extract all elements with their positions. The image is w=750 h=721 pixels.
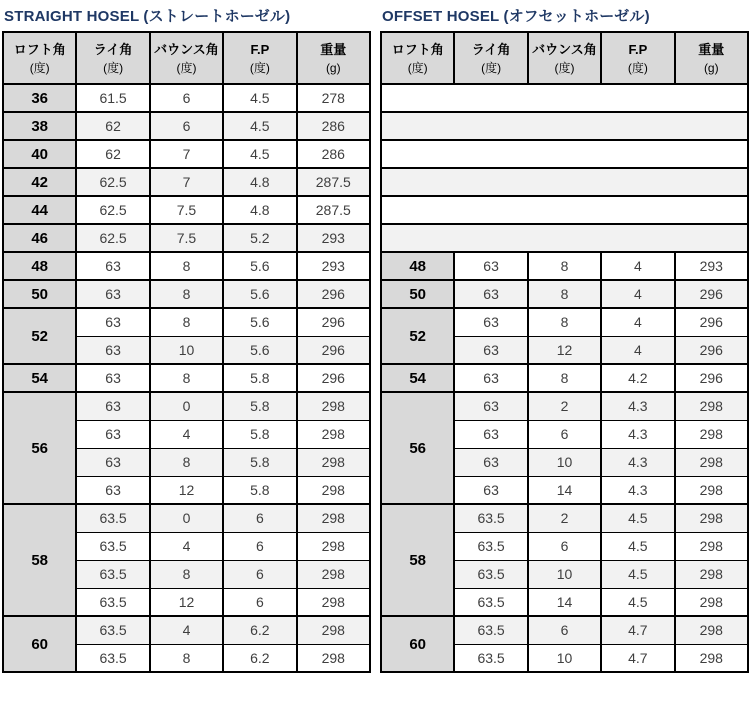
- straight-hosel-title: STRAIGHT HOSEL (ストレートホーゼル): [4, 8, 291, 25]
- column-header-1: [76, 32, 149, 84]
- data-cell: 296: [297, 364, 370, 392]
- data-cell: 63: [454, 476, 527, 504]
- data-cell: 4.2: [601, 364, 674, 392]
- data-cell: 286: [297, 140, 370, 168]
- data-cell: 63: [76, 448, 149, 476]
- data-cell: 62.5: [76, 196, 149, 224]
- data-cell: 7: [150, 168, 223, 196]
- data-cell: 4.5: [601, 532, 674, 560]
- data-cell: 6: [223, 588, 296, 616]
- column-label: ライ角: [471, 42, 511, 57]
- empty-row: [381, 140, 748, 168]
- loft-cell: 58: [3, 504, 76, 616]
- data-cell: 63.5: [454, 504, 527, 532]
- data-cell: 63.5: [76, 644, 149, 672]
- data-cell: 4.3: [601, 448, 674, 476]
- empty-row-cell: [381, 140, 748, 168]
- data-cell: 296: [675, 280, 748, 308]
- data-cell: 6: [528, 616, 601, 644]
- column-header-2: [150, 32, 223, 84]
- straight-hosel-table: [2, 31, 371, 673]
- data-cell: 4.5: [223, 84, 296, 112]
- table-row: [3, 112, 370, 140]
- data-cell: 8: [528, 308, 601, 336]
- data-cell: 63: [76, 392, 149, 420]
- data-cell: 6: [223, 504, 296, 532]
- column-header-4: [675, 32, 748, 84]
- data-cell: 4.5: [601, 588, 674, 616]
- data-cell: 298: [675, 504, 748, 532]
- data-cell: 63.5: [454, 616, 527, 644]
- column-unit: (度): [627, 61, 648, 75]
- data-cell: 14: [528, 476, 601, 504]
- data-cell: 5.6: [223, 336, 296, 364]
- empty-row-cell: [381, 196, 748, 224]
- column-label: ロフト角: [13, 42, 66, 57]
- column-header-2: [528, 32, 601, 84]
- data-cell: 2: [528, 392, 601, 420]
- loft-cell: 46: [3, 224, 76, 252]
- data-cell: 4: [601, 336, 674, 364]
- data-cell: 4.3: [601, 392, 674, 420]
- data-cell: 8: [150, 364, 223, 392]
- table-row: [3, 252, 370, 280]
- table-row: [381, 280, 748, 308]
- data-cell: 8: [528, 280, 601, 308]
- column-label: 重量: [698, 42, 725, 57]
- column-unit: (度): [554, 61, 575, 75]
- data-cell: 296: [297, 280, 370, 308]
- data-cell: 298: [675, 392, 748, 420]
- column-label: ライ角: [93, 42, 133, 57]
- data-cell: 6: [150, 112, 223, 140]
- empty-row: [381, 168, 748, 196]
- data-cell: 6: [150, 84, 223, 112]
- data-cell: 8: [150, 448, 223, 476]
- data-cell: 298: [675, 560, 748, 588]
- data-cell: 298: [297, 532, 370, 560]
- data-cell: 5.8: [223, 476, 296, 504]
- data-cell: 5.6: [223, 252, 296, 280]
- data-cell: 8: [528, 252, 601, 280]
- data-cell: 5.8: [223, 392, 296, 420]
- data-cell: 4: [150, 420, 223, 448]
- table-row: [381, 308, 748, 336]
- loft-cell: 58: [381, 504, 454, 616]
- column-unit: (度): [29, 61, 50, 75]
- data-cell: 298: [675, 616, 748, 644]
- loft-cell: 38: [3, 112, 76, 140]
- data-cell: 8: [150, 252, 223, 280]
- data-cell: 4.7: [601, 644, 674, 672]
- offset-hosel-title: OFFSET HOSEL (オフセットホーゼル): [382, 8, 650, 25]
- table-row: [3, 168, 370, 196]
- data-cell: 298: [675, 644, 748, 672]
- data-cell: 5.8: [223, 420, 296, 448]
- empty-row: [381, 196, 748, 224]
- empty-row-cell: [381, 84, 748, 112]
- data-cell: 63: [454, 280, 527, 308]
- data-cell: 62.5: [76, 224, 149, 252]
- data-cell: 6: [528, 420, 601, 448]
- data-cell: 298: [297, 420, 370, 448]
- loft-cell: 48: [381, 252, 454, 280]
- data-cell: 293: [675, 252, 748, 280]
- loft-cell: 50: [381, 280, 454, 308]
- data-cell: 63: [454, 308, 527, 336]
- loft-cell: 56: [381, 392, 454, 504]
- data-cell: 8: [150, 308, 223, 336]
- data-cell: 287.5: [297, 168, 370, 196]
- data-cell: 12: [150, 476, 223, 504]
- table-row: [3, 224, 370, 252]
- data-cell: 4: [601, 280, 674, 308]
- data-cell: 5.6: [223, 308, 296, 336]
- data-cell: 4.7: [601, 616, 674, 644]
- data-cell: 12: [150, 588, 223, 616]
- data-cell: 14: [528, 588, 601, 616]
- table-row: [381, 364, 748, 392]
- column-unit: (度): [481, 61, 502, 75]
- loft-cell: 60: [3, 616, 76, 672]
- table-row: [3, 196, 370, 224]
- offset-hosel-table-mount: [380, 31, 749, 673]
- data-cell: 10: [528, 560, 601, 588]
- loft-cell: 48: [3, 252, 76, 280]
- data-cell: 63: [76, 252, 149, 280]
- data-cell: 63: [76, 364, 149, 392]
- data-cell: 296: [675, 364, 748, 392]
- data-cell: 4.3: [601, 420, 674, 448]
- data-cell: 278: [297, 84, 370, 112]
- column-label: F.P: [628, 42, 648, 57]
- data-cell: 4: [601, 308, 674, 336]
- data-cell: 5.6: [223, 280, 296, 308]
- data-cell: 12: [528, 336, 601, 364]
- column-unit: (度): [407, 61, 428, 75]
- straight-hosel-section: [2, 2, 371, 673]
- loft-cell: 52: [381, 308, 454, 364]
- data-cell: 63.5: [76, 616, 149, 644]
- data-cell: 298: [297, 644, 370, 672]
- header-row: [381, 32, 748, 84]
- column-header-3: [223, 32, 296, 84]
- loft-cell: 36: [3, 84, 76, 112]
- data-cell: 6: [528, 532, 601, 560]
- data-cell: 6.2: [223, 616, 296, 644]
- table-row: [381, 392, 748, 420]
- table-row: [3, 308, 370, 336]
- column-label: バウンス角: [154, 42, 219, 57]
- data-cell: 63: [76, 308, 149, 336]
- column-label: ロフト角: [391, 42, 444, 57]
- column-header-1: [454, 32, 527, 84]
- data-cell: 63: [454, 252, 527, 280]
- data-cell: 61.5: [76, 84, 149, 112]
- data-cell: 63.5: [76, 560, 149, 588]
- column-header-4: [297, 32, 370, 84]
- table-row: [3, 392, 370, 420]
- data-cell: 296: [675, 336, 748, 364]
- data-cell: 2: [528, 504, 601, 532]
- data-cell: 4.5: [601, 504, 674, 532]
- table-row: [3, 280, 370, 308]
- table-row: [3, 616, 370, 644]
- data-cell: 7: [150, 140, 223, 168]
- data-cell: 296: [675, 308, 748, 336]
- straight-hosel-table-mount: [2, 31, 371, 673]
- data-cell: 298: [297, 476, 370, 504]
- data-cell: 7.5: [150, 224, 223, 252]
- offset-hosel-section: [380, 2, 749, 673]
- empty-row-cell: [381, 224, 748, 252]
- data-cell: 298: [675, 476, 748, 504]
- data-cell: 4.5: [223, 140, 296, 168]
- table-row: [3, 364, 370, 392]
- empty-row: [381, 224, 748, 252]
- table-row: [381, 504, 748, 532]
- loft-cell: 56: [3, 392, 76, 504]
- data-cell: 63: [454, 392, 527, 420]
- loft-cell: 54: [3, 364, 76, 392]
- data-cell: 7.5: [150, 196, 223, 224]
- loft-cell: 42: [3, 168, 76, 196]
- data-cell: 63: [454, 420, 527, 448]
- data-cell: 4: [150, 616, 223, 644]
- data-cell: 63: [76, 420, 149, 448]
- loft-cell: 40: [3, 140, 76, 168]
- data-cell: 8: [528, 364, 601, 392]
- data-cell: 298: [297, 560, 370, 588]
- data-cell: 298: [675, 448, 748, 476]
- empty-row-cell: [381, 112, 748, 140]
- data-cell: 62: [76, 140, 149, 168]
- offset-hosel-table: [380, 31, 749, 673]
- column-label: バウンス角: [532, 42, 597, 57]
- empty-row: [381, 112, 748, 140]
- data-cell: 293: [297, 224, 370, 252]
- empty-row: [381, 84, 748, 112]
- data-cell: 8: [150, 644, 223, 672]
- data-cell: 63.5: [76, 588, 149, 616]
- column-label: F.P: [250, 42, 270, 57]
- data-cell: 63.5: [454, 532, 527, 560]
- data-cell: 5.2: [223, 224, 296, 252]
- data-cell: 5.8: [223, 364, 296, 392]
- table-row: [3, 504, 370, 532]
- data-cell: 63.5: [76, 504, 149, 532]
- data-cell: 4.8: [223, 196, 296, 224]
- data-cell: 8: [150, 560, 223, 588]
- data-cell: 6: [223, 532, 296, 560]
- loft-cell: 54: [381, 364, 454, 392]
- data-cell: 4.5: [601, 560, 674, 588]
- data-cell: 0: [150, 392, 223, 420]
- data-cell: 298: [297, 504, 370, 532]
- data-cell: 298: [675, 420, 748, 448]
- data-cell: 298: [297, 392, 370, 420]
- data-cell: 0: [150, 504, 223, 532]
- column-header-0: [381, 32, 454, 84]
- data-cell: 4.3: [601, 476, 674, 504]
- data-cell: 63: [454, 364, 527, 392]
- column-unit: (度): [103, 61, 124, 75]
- data-cell: 296: [297, 308, 370, 336]
- table-row: [381, 252, 748, 280]
- column-label: 重量: [320, 42, 347, 57]
- data-cell: 298: [297, 448, 370, 476]
- data-cell: 63.5: [454, 644, 527, 672]
- data-cell: 63: [76, 336, 149, 364]
- header-row: [3, 32, 370, 84]
- column-unit: (g): [325, 61, 341, 75]
- data-cell: 4: [150, 532, 223, 560]
- data-cell: 4: [601, 252, 674, 280]
- table-row: [381, 616, 748, 644]
- data-cell: 296: [297, 336, 370, 364]
- data-cell: 8: [150, 280, 223, 308]
- data-cell: 298: [675, 532, 748, 560]
- table-row: [3, 140, 370, 168]
- data-cell: 63.5: [454, 560, 527, 588]
- data-cell: 10: [528, 644, 601, 672]
- data-cell: 6: [223, 560, 296, 588]
- empty-row-cell: [381, 168, 748, 196]
- column-header-0: [3, 32, 76, 84]
- data-cell: 63.5: [454, 588, 527, 616]
- data-cell: 63: [76, 280, 149, 308]
- data-cell: 293: [297, 252, 370, 280]
- data-cell: 10: [150, 336, 223, 364]
- data-cell: 62: [76, 112, 149, 140]
- data-cell: 298: [297, 588, 370, 616]
- data-cell: 63.5: [76, 532, 149, 560]
- loft-cell: 52: [3, 308, 76, 364]
- data-cell: 10: [528, 448, 601, 476]
- data-cell: 4.8: [223, 168, 296, 196]
- table-row: [3, 84, 370, 112]
- data-cell: 6.2: [223, 644, 296, 672]
- loft-cell: 60: [381, 616, 454, 672]
- column-unit: (度): [249, 61, 270, 75]
- data-cell: 4.5: [223, 112, 296, 140]
- data-cell: 63: [76, 476, 149, 504]
- data-cell: 5.8: [223, 448, 296, 476]
- data-cell: 286: [297, 112, 370, 140]
- data-cell: 298: [675, 588, 748, 616]
- column-header-3: [601, 32, 674, 84]
- column-unit: (g): [703, 61, 719, 75]
- data-cell: 63: [454, 336, 527, 364]
- data-cell: 62.5: [76, 168, 149, 196]
- data-cell: 63: [454, 448, 527, 476]
- loft-cell: 50: [3, 280, 76, 308]
- data-cell: 298: [297, 616, 370, 644]
- loft-cell: 44: [3, 196, 76, 224]
- column-unit: (度): [176, 61, 197, 75]
- data-cell: 287.5: [297, 196, 370, 224]
